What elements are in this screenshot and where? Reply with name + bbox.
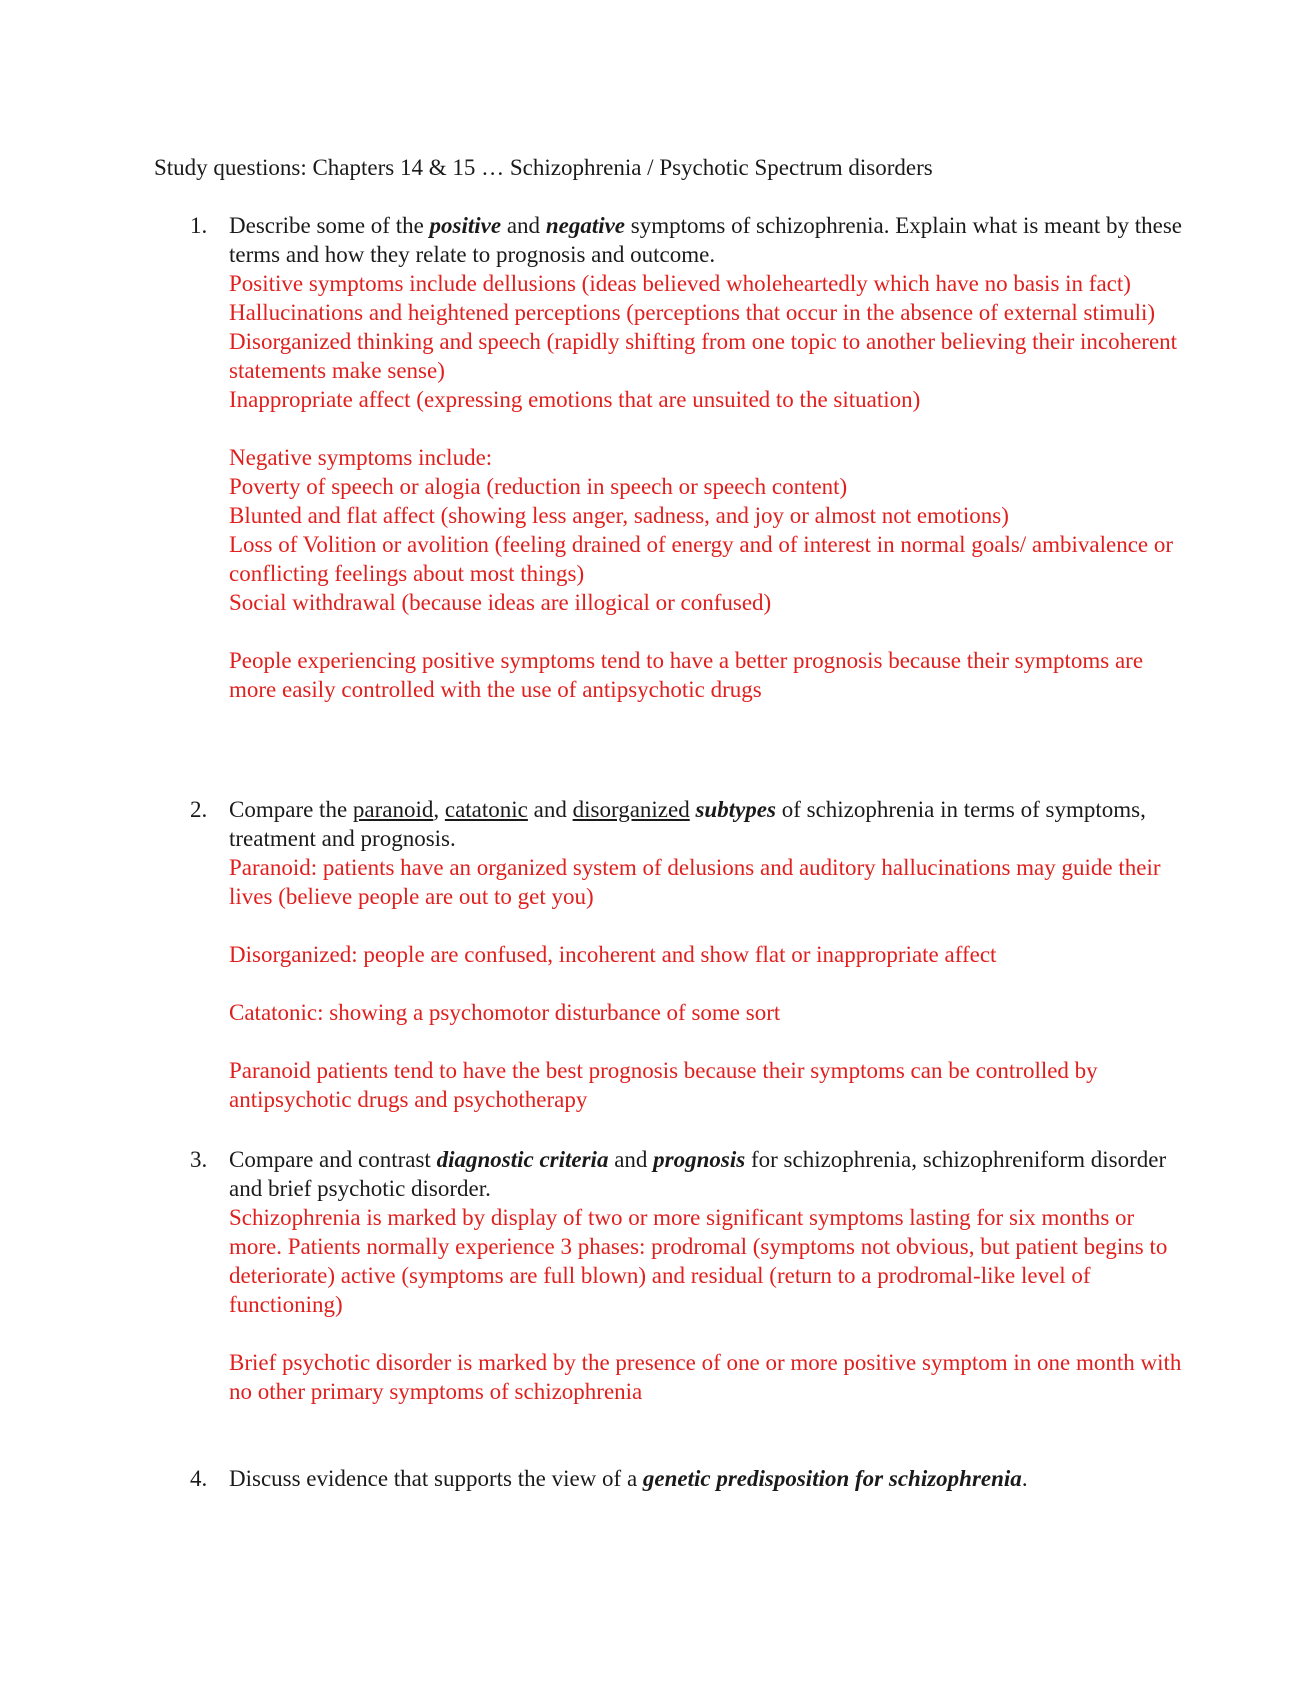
spacer <box>229 969 1190 998</box>
underlined-term-catatonic: catatonic <box>444 797 528 822</box>
answer-line: Catatonic: showing a psychomotor disturbance of some sort <box>229 1000 781 1025</box>
question-1 <box>190 211 1190 704</box>
answer-line: Disorganized: people are confused, incoherent and show flat or inappropriate affect <box>229 942 997 967</box>
document-title: Study questions: Chapters 14 & 15 … Schizophrenia / Psychotic Spectrum disorders <box>154 155 933 180</box>
question-body <box>229 1145 1190 1406</box>
answer-line: Loss of Volition or avolition (feeling drained of energy and of interest in normal goals/ ambivalence or conflicting feelings about most things) <box>229 532 1174 586</box>
answer-line: Hallucinations and heightened perceptions (perceptions that occur in the absence of external stimuli) <box>229 300 1156 325</box>
question-number: 1. <box>190 213 208 238</box>
text-run: Compare and contrast <box>229 1147 437 1172</box>
question-3 <box>190 1145 1190 1406</box>
question-number: 4. <box>190 1466 208 1491</box>
answer-line: Inappropriate affect (expressing emotions that are unsuited to the situation) <box>229 387 921 412</box>
question-body <box>229 1464 1190 1493</box>
emphasis-negative: negative <box>545 213 626 238</box>
question-text <box>229 1464 1190 1493</box>
question-2 <box>190 795 1190 1114</box>
text-run: of schizophrenia in terms of symptoms, treatment and prognosis. <box>229 797 1146 851</box>
emphasis-prognosis: prognosis <box>653 1147 746 1172</box>
spacer <box>229 911 1190 940</box>
emphasis-positive: positive <box>429 213 502 238</box>
spacer <box>229 617 1190 646</box>
answer-line: Poverty of speech or alogia (reduction in speech or speech content) <box>229 474 848 499</box>
text-run: Compare the <box>229 797 353 822</box>
question-number: 2. <box>190 797 208 822</box>
spacer <box>229 1027 1190 1056</box>
answer-line: Blunted and flat affect (showing less anger, sadness, and joy or almost not emotions) <box>229 503 1009 528</box>
answer-line: Brief psychotic disorder is marked by the presence of one or more positive symptom in one month with no other primary symptoms of schizophrenia <box>229 1350 1182 1404</box>
answer-line: People experiencing positive symptoms tend to have a better prognosis because their symptoms are more easily controlled with the use of antipsychotic drugs <box>229 648 1144 702</box>
question-body <box>229 211 1190 704</box>
answer-line: Paranoid: patients have an organized system of delusions and auditory hallucinations may guide their lives (believe people are out to get you) <box>229 855 1161 909</box>
underlined-term-paranoid: paranoid <box>352 797 434 822</box>
answer-line: Paranoid patients tend to have the best prognosis because their symptoms can be controlled by antipsychotic drugs and psychotherapy <box>229 1058 1098 1112</box>
question-body <box>229 795 1190 1114</box>
emphasis-genetic-predisposition: genetic predisposition for schizophrenia <box>642 1466 1022 1491</box>
text-run: , <box>433 797 445 822</box>
answer-line: Positive symptoms include dellusions (ideas believed wholeheartedly which have no basis in fact) <box>229 271 1131 296</box>
underlined-term-disorganized: disorganized <box>572 797 690 822</box>
spacer <box>229 1319 1190 1348</box>
question-text <box>229 211 1190 269</box>
text-run: . <box>1021 1466 1028 1491</box>
question-number: 3. <box>190 1147 208 1172</box>
emphasis-diagnostic-criteria: diagnostic criteria <box>436 1147 609 1172</box>
question-4 <box>190 1464 1190 1493</box>
answer-line: Disorganized thinking and speech (rapidly shifting from one topic to another believing their incoherent statements make sense) <box>229 329 1178 383</box>
answer-line: Schizophrenia is marked by display of two or more significant symptoms lasting for six months or more. Patients normally experience 3 phases: prodromal (symptoms not obvious, but patient begins to deteriorate) active (symptoms are full blown) and residual (return to a prodromal-like level of functioning) <box>229 1205 1168 1317</box>
answer-line: Social withdrawal (because ideas are illogical or confused) <box>229 590 772 615</box>
text-run: and <box>501 213 546 238</box>
question-text <box>229 1145 1190 1203</box>
spacer <box>229 414 1190 443</box>
text-run: and <box>608 1147 654 1172</box>
text-run: and <box>527 797 573 822</box>
answer-line: Negative symptoms include: <box>229 445 493 470</box>
question-text <box>229 795 1190 853</box>
emphasis-subtypes: subtypes <box>695 797 776 822</box>
text-run: Discuss evidence that supports the view of a <box>229 1466 643 1491</box>
text-run: Describe some of the <box>229 213 430 238</box>
text-run: for schizophrenia, schizophreniform disorder and brief psychotic disorder. <box>229 1147 1167 1201</box>
text-run: symptoms of schizophrenia. Explain what is meant by these terms and how they relate to prognosis and outcome. <box>229 213 1183 267</box>
